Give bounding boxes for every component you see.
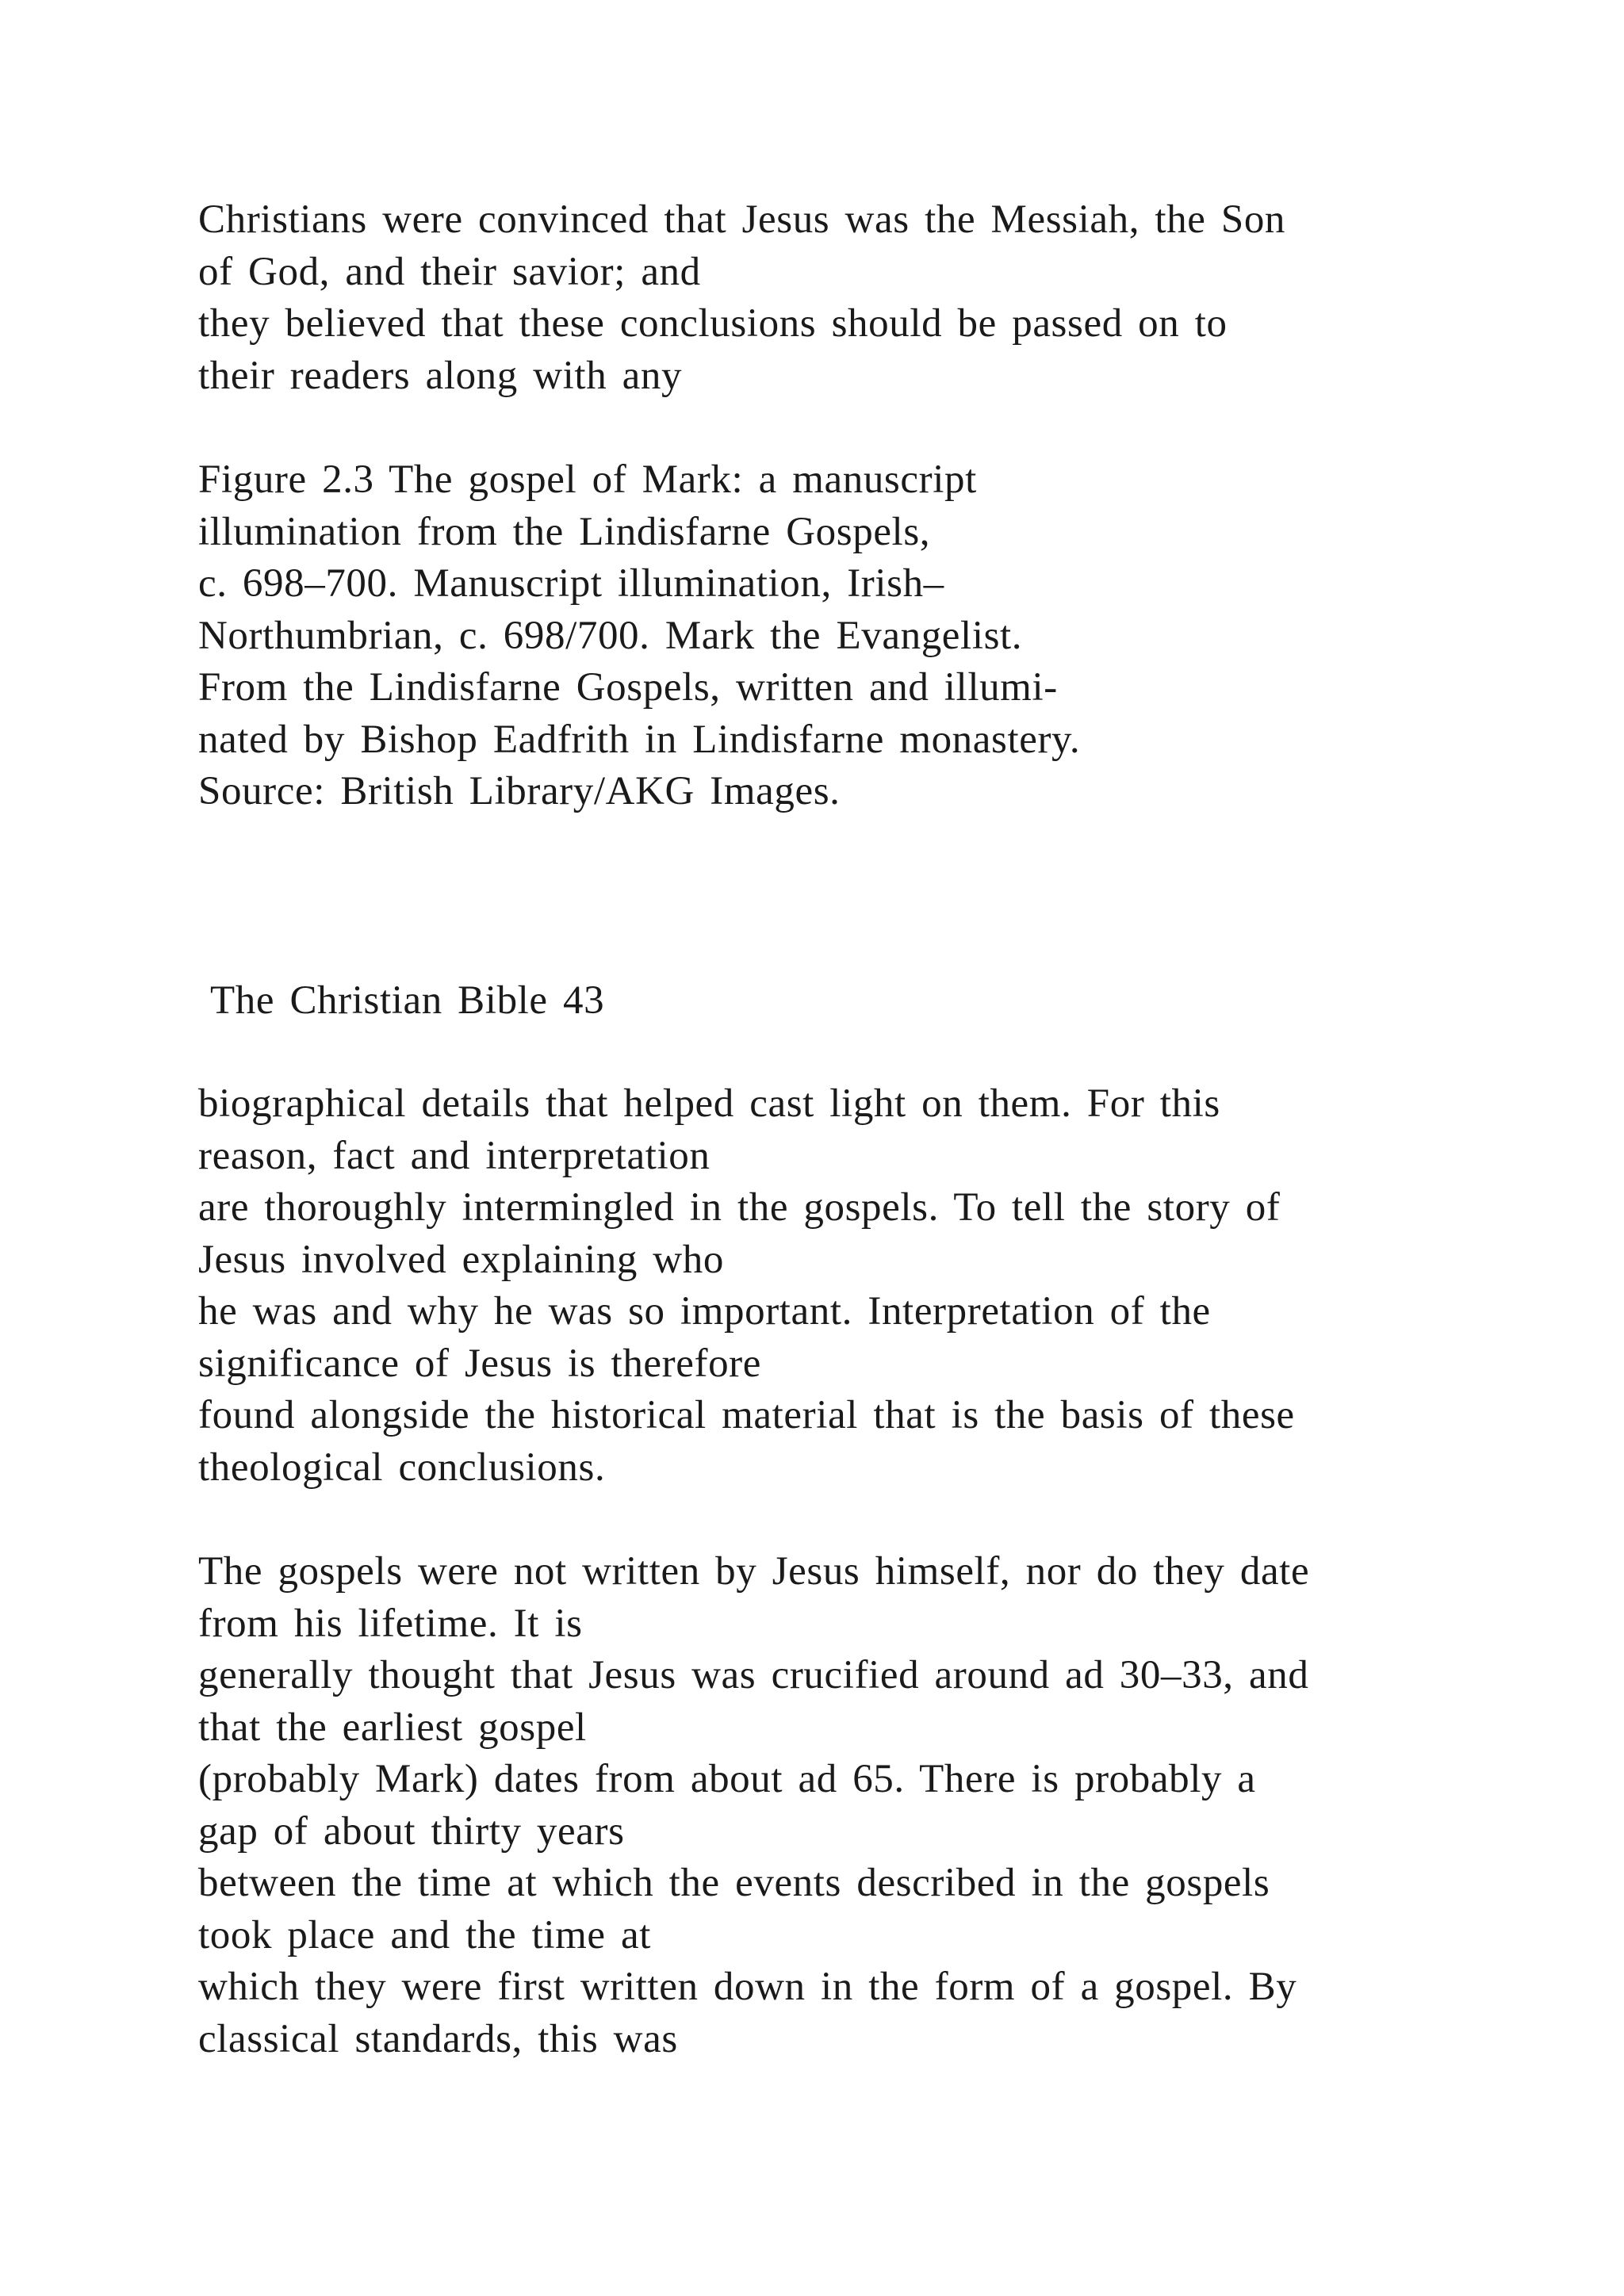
text-line: classical standards, this was (198, 2016, 678, 2061)
text-line: theological conclusions. (198, 1445, 606, 1490)
text-line: found alongside the historical material that is the basis of these (198, 1393, 1295, 1437)
caption-line: Northumbrian, c. 698/700. Mark the Evangelist. (198, 613, 1023, 658)
text-line: Christians were convinced that Jesus was the Messiah, the Son (198, 197, 1286, 242)
text-line: are thoroughly intermingled in the gospels. To tell the story of (198, 1185, 1281, 1230)
running-header (210, 975, 1479, 1027)
text-line: gap of about thirty years (198, 1808, 625, 1854)
text-line: they believed that these conclusions should be passed on to (198, 301, 1228, 346)
figure-caption (198, 454, 1467, 818)
caption-line: Figure 2.3 The gospel of Mark: a manuscript (198, 457, 977, 502)
text-line: The gospels were not written by Jesus himself, nor do they date (198, 1549, 1310, 1594)
text-line: which they were first written down in the form of a gospel. By (198, 1965, 1297, 2009)
text-line: reason, fact and interpretation (198, 1133, 710, 1178)
text-line: between the time at which the events described in the gospels (198, 1861, 1270, 1905)
text-line: of God, and their savior; and (198, 249, 701, 294)
caption-line: From the Lindisfarne Gospels, written and illumi- (198, 665, 1058, 710)
caption-line: Source: British Library/AKG Images. (198, 769, 841, 813)
caption-line: c. 698–700. Manuscript illumination, Irish– (198, 561, 944, 606)
paragraph-3 (198, 1546, 1467, 2065)
text-line: biographical details that helped cast light on them. For this (198, 1081, 1220, 1126)
text-line: significance of Jesus is therefore (198, 1341, 761, 1386)
text-line: their readers along with any (198, 353, 683, 398)
paragraph-2 (198, 1078, 1467, 1494)
text-line: from his lifetime. It is (198, 1601, 583, 1646)
caption-line: nated by Bishop Eadfrith in Lindisfarne monastery. (198, 717, 1081, 762)
text-line: generally thought that Jesus was crucified around ad 30–33, and (198, 1653, 1309, 1697)
text-line: (probably Mark) dates from about ad 65. There is probably a (198, 1757, 1256, 1801)
text-line: Jesus involved explaining who (198, 1237, 724, 1282)
running-header-text: The Christian Bible 43 (210, 978, 605, 1023)
text-line: that the earliest gospel (198, 1705, 587, 1750)
text-line: he was and why he was so important. Interpretation of the (198, 1289, 1211, 1334)
text-line: took place and the time at (198, 1912, 651, 1957)
paragraph-1 (198, 194, 1467, 402)
caption-line: illumination from the Lindisfarne Gospels, (198, 509, 931, 554)
